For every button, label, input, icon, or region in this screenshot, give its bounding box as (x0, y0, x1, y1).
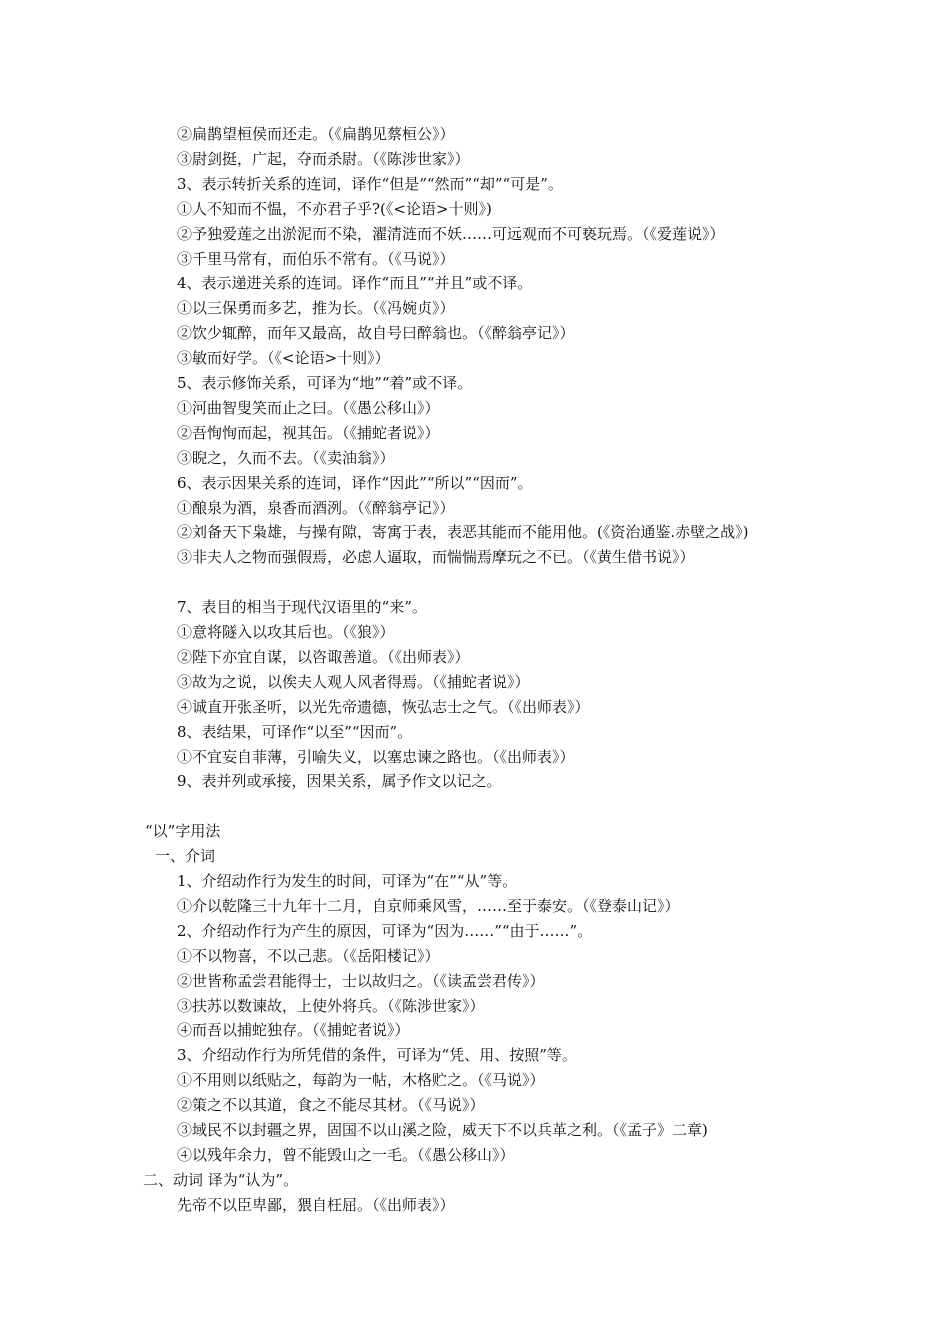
text-line: ②吾恂恂而起，视其缶。（《捕蛇者说》） (177, 423, 440, 442)
text-line: 8、表结果，可译作“以至”“因而”。 (177, 722, 413, 741)
text-line: ③非夫人之物而强假焉，必虑人逼取，而惴惴焉摩玩之不已。（《黄生借书说》） (177, 548, 695, 567)
text-line: ①不以物喜，不以己悲。（《岳阳楼记》） (177, 946, 440, 965)
text-line: ①人不知而不愠，不亦君子乎?(《<论语>十则》) (177, 199, 492, 218)
text-line: 6、表示因果关系的连词，译作“因此”“所以”“因而”。 (177, 473, 533, 492)
text-line: “以”字用法 (145, 822, 221, 841)
text-line: 4、表示递进关系的连词。译作“而且”“并且”或不译。 (177, 274, 533, 293)
text-line: ②策之不以其道，食之不能尽其材。（《马说》） (177, 1096, 485, 1115)
text-line: 3、介绍动作行为所凭借的条件，可译为“凭、用、按照”等。 (177, 1046, 577, 1065)
text-line: ③尉剑挺，广起，夺而杀尉。（《陈涉世家》） (177, 149, 470, 168)
text-line: ③扶苏以数谏故，上使外将兵。（《陈涉世家》） (177, 996, 485, 1015)
text-line: ③千里马常有，而伯乐不常有。（《马说》） (177, 249, 455, 268)
text-line: 先帝不以臣卑鄙，猥自枉屈。（《出师表》） (177, 1195, 455, 1214)
text-line: 二、动词 译为“认为”。 (143, 1170, 299, 1189)
text-line: ①介以乾隆三十九年十二月，自京师乘风雪，……至于泰安。（《登泰山记》） (177, 896, 680, 915)
text-line: ③敏而好学。（《<论语>十则》） (177, 349, 390, 368)
text-line: ③故为之说，以俟夫人观人风者得焉。（《捕蛇者说》） (177, 672, 530, 691)
text-line: 1、介绍动作行为发生的时间，可译为“在”“从”等。 (177, 872, 518, 890)
text-line: 7、表目的相当于现代汉语里的“来”。 (177, 598, 427, 617)
text-line: ④诚直开张圣听，以光先帝遗德，恢弘志士之气。（《出师表》） (177, 697, 590, 716)
text-line: 3、表示转折关系的连词，译作“但是”“然而”“却”“可是”。 (177, 174, 563, 193)
text-line: ①不宜妄自菲薄，引喻失义，以塞忠谏之路也。（《出师表》） (177, 747, 575, 766)
text-line: 9、表并列或承接，因果关系，属予作文以记之。 (177, 772, 502, 791)
text-line: ①酿泉为酒，泉香而酒洌。（《醉翁亭记》） (177, 498, 455, 517)
text-line: ③睨之，久而不去。（《卖油翁》） (177, 448, 395, 467)
text-line: ④以残年余力，曾不能毁山之一毛。（《愚公移山》） (177, 1145, 515, 1164)
text-line: ④而吾以捕蛇独存。（《捕蛇者说》） (177, 1021, 410, 1040)
text-line: ②刘备天下枭雄，与操有隙，寄寓于表，表恶其能而不能用他。(《资治通鉴.赤壁之战》) (177, 523, 749, 542)
text-line: 2、介绍动作行为产生的原因，可译为“因为……”“由于……”。 (177, 921, 593, 940)
text-line: ②世皆称孟尝君能得士，士以故归之。（《读孟尝君传》） (177, 971, 545, 990)
text-line: ①以三保勇而多艺，推为长。（《冯婉贞》） (177, 299, 455, 318)
text-line: ③域民不以封疆之界，固国不以山溪之险，威天下不以兵革之利。（《孟子》二章) (177, 1121, 708, 1139)
text-line: ①意将隧入以攻其后也。（《狼》） (177, 623, 395, 641)
text-line: ②扁鹊望桓侯而还走。（《扁鹊见蔡桓公》） (177, 125, 455, 143)
text-line: ②饮少辄醉，而年又最高，故自号曰醉翁也。（《醉翁亭记》） (177, 324, 575, 343)
text-line: ①不用则以纸贴之，每韵为一帖，木格贮之。（《马说》） (177, 1071, 545, 1090)
text-line: 一、介词 (155, 847, 216, 866)
text-line: ②陛下亦宜自谋，以咨诹善道。（《出师表》） (177, 647, 470, 666)
text-line: ②予独爱莲之出淤泥而不染，濯清涟而不妖……可远观而不可亵玩焉。（《爱莲说》） (177, 224, 725, 243)
text-line: ①河曲智叟笑而止之曰。（《愚公移山》） (177, 398, 440, 417)
text-line: 5、表示修饰关系，可译为“地”“着”或不译。 (177, 374, 473, 392)
